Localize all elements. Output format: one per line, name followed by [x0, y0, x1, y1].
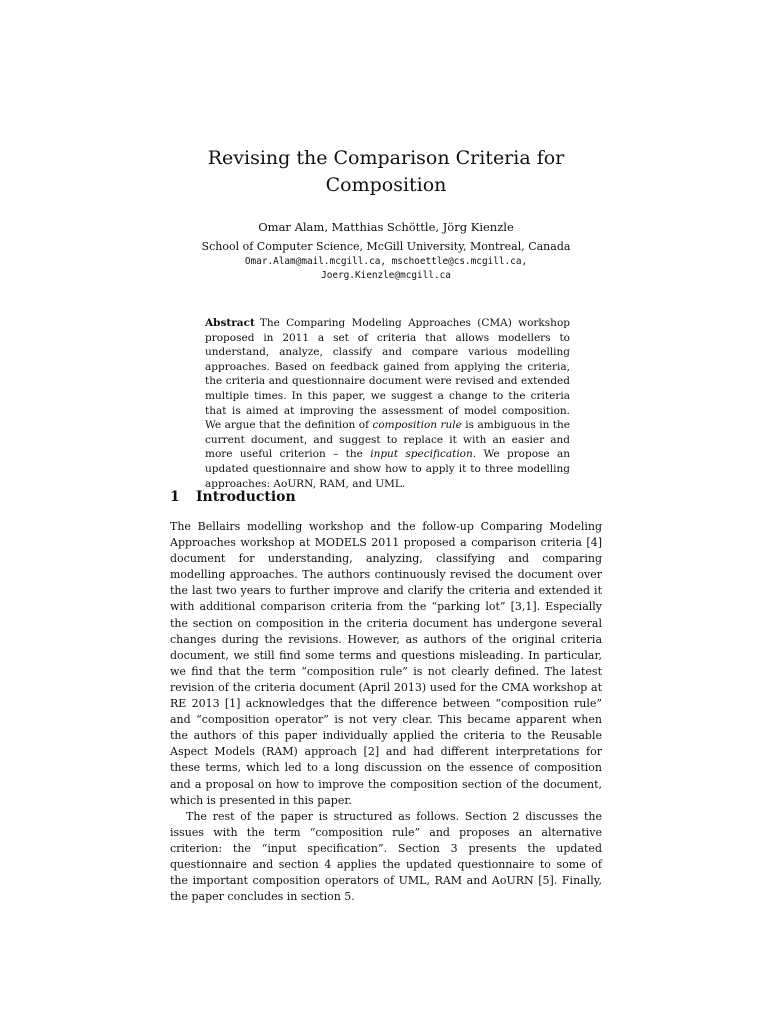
intro-paragraph-1: The Bellairs modelling workshop and the follow-up Comparing Modeling Approaches workshop at MODELS 2011 proposed a comparison criteria [4] document for understanding, analyzing, classifying and comparing modelling approaches. The authors continuously revised the document over the last two years to further improve and clarify the criteria and extended it with additional comparison criteria from the “parking lot” [3,1]. Especially the section on composition in the criteria document has undergone several changes during the revisions. However, as authors of the original criteria document, we still find some terms and questions misleading. In particular, we find that the term “composition rule” is not clearly defined. The latest revision of the criteria document (April 2013) used for the CMA workshop at RE 2013 [1] acknowledges that the difference between “composition rule” and “composition operator” is not very clear. This became apparent when the authors of this paper individually applied the criteria to the Reusable Aspect Models (RAM) approach [2] and had different interpretations for these terms, which led to a long discussion on the essence of composition and a proposal on how to improve the composition section of the document, which is presented in this paper.	[170, 520, 602, 807]
section-number: 1	[170, 489, 180, 505]
emails-line-2: Joerg.Kienzle@mcgill.ca	[321, 270, 451, 281]
author-list: Omar Alam, Matthias Schöttle, Jörg Kienzle	[258, 220, 514, 234]
introduction-body	[170, 519, 602, 905]
abstract-emphasis-input-specification: input specification	[370, 448, 473, 461]
emails-line-1: Omar.Alam@mail.mcgill.ca, mschoettle@cs.mcgill.ca,	[244, 256, 528, 267]
abstract-text-2: is ambiguous in the current document, and suggest to replace it with an easier and more useful criterion – the	[205, 419, 570, 461]
paper-title: Revising the Comparison Criteria for Composition	[207, 147, 565, 196]
abstract-label: Abstract	[205, 317, 255, 329]
abstract-text-3: . We propose an updated questionnaire and show how to apply it to three modelling approaches: AoURN, RAM, and UML.	[205, 448, 571, 490]
section-title: Introduction	[196, 489, 296, 505]
abstract	[205, 316, 570, 491]
abstract-emphasis-composition-rule: composition rule	[372, 419, 462, 432]
affiliation: School of Computer Science, McGill University, Montreal, Canada	[201, 240, 571, 253]
abstract-text-1: The Comparing Modeling Approaches (CMA) workshop proposed in 2011 a set of criteria that allows modellers to understand, analyze, classify and compare various modelling approaches. Based on feedback gained from applying the criteria, the criteria and questionnaire document were revised and extended multiple times. In this paper, we suggest a change to the criteria that is aimed at improving the assessment of model composition. We argue that the definition of	[205, 317, 570, 432]
section-heading-introduction	[170, 487, 602, 507]
author-emails	[170, 255, 602, 283]
intro-paragraph-2: The rest of the paper is structured as follows. Section 2 discusses the issues with the term “composition rule” and proposes an alternative criterion: the “input specification”. Section 3 presents the updated questionnaire and section 4 applies the updated questionnaire to some of the important composition operators of UML, RAM and AoURN [5]. Finally, the paper concludes in section 5.	[170, 809, 602, 904]
